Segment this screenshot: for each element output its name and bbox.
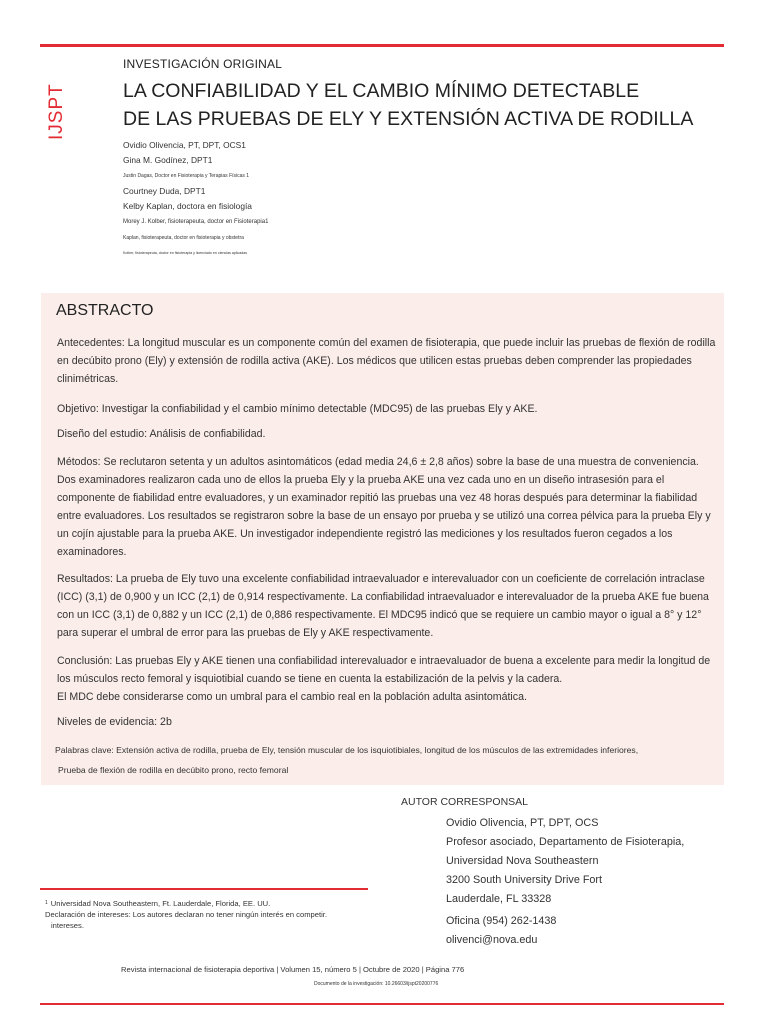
abstract-keywords-cont: Prueba de flexión de rodilla en decúbito prono, recto femoral: [58, 765, 289, 775]
footnote-affiliation-text: Universidad Nova Southeastern, Ft. Lauderdale, Florida, EE. UU.: [50, 899, 271, 908]
abstract-diseno: Diseño del estudio: Análisis de confiabilidad.: [57, 428, 266, 440]
footnote-conflict: Declaración de intereses: Los autores declaran no tener ningún interés en competir.: [45, 910, 327, 919]
abstract-conclusion-mdc: El MDC debe considerarse como un umbral para el cambio real en la población adulta asintomática.: [57, 691, 527, 703]
corresponding-street: 3200 South University Drive Fort: [446, 874, 603, 886]
abstract-objetivo: Objetivo: Investigar la confiabilidad y el cambio mínimo detectable (MDC95) de las pruebas Ely y AKE.: [57, 403, 538, 415]
author-item: Kaplan, fisioterapeuta, doctor en fisioterapia y obstetra: [123, 235, 244, 241]
title-line-2: DE LAS PRUEBAS DE ELY Y EXTENSIÓN ACTIVA DE RODILLA: [123, 108, 694, 130]
footnote-conflict-cont: intereses.: [51, 921, 84, 930]
corresponding-university: Universidad Nova Southeastern: [446, 855, 599, 867]
abstract-antecedentes: Antecedentes: La longitud muscular es un componente común del examen de fisioterapia, que puede incluir las pruebas de flexión de rodilla en decúbito prono (Ely) y extensión de rodilla activa (AKE). Los médicos que utilicen estas pruebas deben comprender las propiedades clinimétricas.: [57, 337, 716, 385]
author-item: Justin Dagas, Doctor en Fisioterapia y Terapias Físicas 1: [123, 173, 250, 179]
article-title: [123, 77, 693, 133]
corresponding-name: Ovidio Olivencia, PT, DPT, OCS: [446, 817, 599, 829]
corresponding-label: AUTOR CORRESPONSAL: [401, 796, 528, 808]
footnote-marker: 1: [45, 900, 48, 906]
author-item: Kolber, fisioterapeuta, doctor en fisioterapia y licenciado en ciencias aplicadas: [123, 251, 248, 255]
bottom-red-rule: [40, 1003, 724, 1005]
corresponding-city: Lauderdale, FL 33328: [446, 893, 552, 905]
abstract-resultados: Resultados: La prueba de Ely tuvo una excelente confiabilidad intraevaluador e interevaluador con un coeficiente de correlación intraclase (ICC) (3,1) de 0,900 y un ICC (2,1) de 0,914 respectivamente. La confiabilidad intraevaluador e interevaluador de la prueba AKE fue buena con un ICC (3,1) de 0,882 y un ICC (2,1) de 0,886 respectivamente. El MDC95 indicó que se requiere un cambio mayor o igual a 8° y 12° para superar el umbral de error para las pruebas de Ely y AKE respectivamente.: [57, 573, 709, 639]
footnote-affiliation: [45, 898, 327, 909]
author-item: Morey J. Kolber, fisioterapeuta, doctor en Fisioterapia1: [123, 219, 269, 225]
corresponding-role: Profesor asociado, Departamento de Fisioterapia,: [446, 836, 685, 848]
corresponding-email[interactable]: olivenci@nova.edu: [446, 934, 538, 946]
corresponding-phone: Oficina (954) 262-1438: [446, 915, 557, 927]
journal-citation: Revista internacional de fisioterapia deportiva | Volumen 15, número 5 | Octubre de 2020 | Página 776: [121, 965, 465, 974]
corresponding-block: [446, 817, 684, 953]
abstract-niveles: Niveles de evidencia: 2b: [57, 716, 172, 728]
author-item: Ovidio Olivencia, PT, DPT, OCS1: [123, 140, 246, 150]
top-red-rule: [40, 44, 724, 47]
footnotes: [45, 898, 327, 931]
author-item: Kelby Kaplan, doctora en fisiología: [123, 201, 252, 211]
abstract-heading: ABSTRACTO: [56, 302, 154, 319]
title-line-1: LA CONFIABILIDAD Y EL CAMBIO MÍNIMO DETECTABLE: [123, 80, 640, 102]
abstract-keywords: Palabras clave: Extensión activa de rodilla, prueba de Ely, tensión muscular de los isquiotibiales, longitud de los músculos de las extremidades inferiores,: [55, 745, 639, 755]
author-list: [123, 138, 268, 260]
author-item: Courtney Duda, DPT1: [123, 186, 206, 196]
footnote-rule: [40, 888, 368, 890]
abstract-conclusion: Conclusión: Las pruebas Ely y AKE tienen una confiabilidad interevaluador e intraevaluador de buena a excelente para medir la longitud de los músculos recto femoral y isquiotibial cuando se tiene en cuenta la estabilización de la pelvis y la cadera.: [57, 655, 711, 685]
article-type: INVESTIGACIÓN ORIGINAL: [123, 57, 283, 71]
journal-abbreviation: IJSPT: [46, 83, 67, 140]
abstract-metodos: Métodos: Se reclutaron setenta y un adultos asintomáticos (edad media 24,6 ± 2,8 años) sobre la base de una muestra de conveniencia. Dos examinadores realizaron cada uno de ellos la prueba Ely y la prueba AKE una vez cada uno en un diseño intrasesión para el componente de fiabilidad entre evaluadores, y un examinador repitió las pruebas una vez 48 horas después para determinar la fiabilidad entre evaluadores. Los resultados se registraron sobre la base de un ensayo por prueba y se utilizó una correa pélvica para la prueba Ely y un cojín ajustable para la prueba AKE. Un investigador independiente registró las mediciones y los resultados fueron cegados a los examinadores.: [57, 456, 711, 558]
doi-line[interactable]: Documento de la investigación: 10.26603/ijspt20200776: [314, 981, 439, 987]
author-item: Gina M. Godínez, DPT1: [123, 155, 213, 165]
